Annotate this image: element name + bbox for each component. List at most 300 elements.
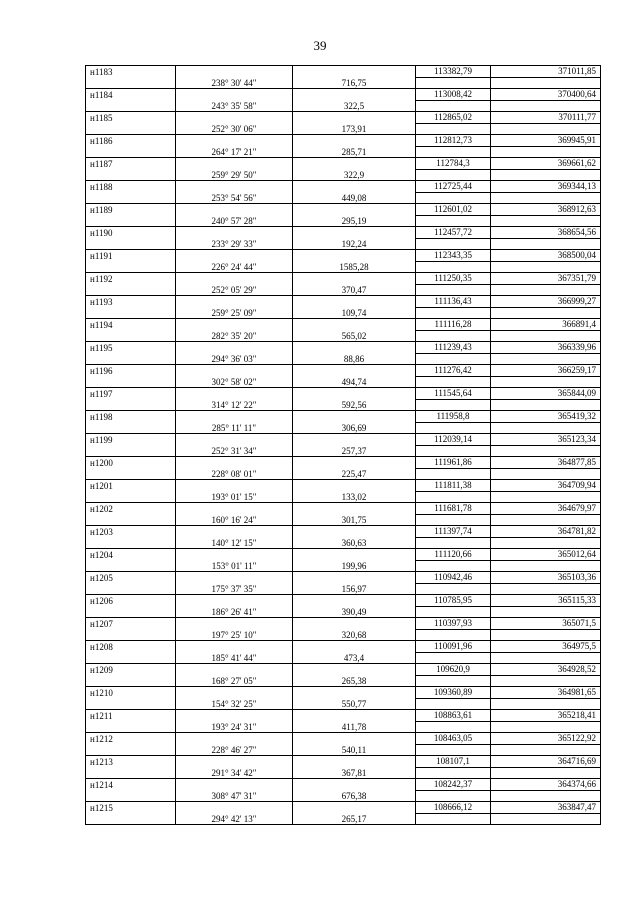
y-coordinate-cell: 364374,66 <box>491 779 601 791</box>
y-coordinate-cell: 365115,33 <box>491 595 601 607</box>
direction-angle-cell <box>176 641 293 653</box>
direction-angle-cell <box>176 733 293 745</box>
length-cell: 295,19 <box>293 215 416 227</box>
x-coordinate-cell: 111681,78 <box>416 503 491 515</box>
x-coordinate-cell <box>416 560 491 572</box>
point-name-cell <box>86 77 176 89</box>
length-cell <box>293 227 416 239</box>
x-coordinate-cell: 112812,73 <box>416 135 491 147</box>
table-row <box>86 790 601 802</box>
direction-angle-cell: 140° 12' 15" <box>176 537 293 549</box>
point-name-cell: н1206 <box>86 595 176 607</box>
y-coordinate-cell: 371011,85 <box>491 66 601 78</box>
length-cell <box>293 434 416 446</box>
point-name-cell: н1196 <box>86 365 176 377</box>
x-coordinate-cell <box>416 744 491 756</box>
point-name-cell <box>86 307 176 319</box>
table-row <box>86 802 601 814</box>
direction-angle-cell: 226° 24' 44" <box>176 261 293 273</box>
direction-angle-cell <box>176 595 293 607</box>
y-coordinate-cell <box>491 422 601 434</box>
point-name-cell <box>86 468 176 480</box>
length-cell: 322,5 <box>293 100 416 112</box>
length-cell: 320,68 <box>293 629 416 641</box>
x-coordinate-cell <box>416 146 491 158</box>
point-name-cell <box>86 422 176 434</box>
y-coordinate-cell: 364877,85 <box>491 457 601 469</box>
direction-angle-cell <box>176 802 293 814</box>
length-cell: 1585,28 <box>293 261 416 273</box>
y-coordinate-cell <box>491 468 601 480</box>
point-name-cell <box>86 376 176 388</box>
direction-angle-cell <box>176 296 293 308</box>
point-name-cell <box>86 284 176 296</box>
table-row <box>86 687 601 699</box>
point-name-cell: н1190 <box>86 227 176 239</box>
y-coordinate-cell: 365012,64 <box>491 549 601 561</box>
direction-angle-cell <box>176 687 293 699</box>
direction-angle-cell <box>176 342 293 354</box>
direction-angle-cell: 302° 58' 02" <box>176 376 293 388</box>
length-cell <box>293 480 416 492</box>
point-name-cell <box>86 514 176 526</box>
x-coordinate-cell: 111811,38 <box>416 480 491 492</box>
x-coordinate-cell: 112865,02 <box>416 112 491 124</box>
x-coordinate-cell <box>416 491 491 503</box>
direction-angle-cell <box>176 158 293 170</box>
point-name-cell: н1213 <box>86 756 176 768</box>
point-name-cell: н1205 <box>86 572 176 584</box>
table-row <box>86 606 601 618</box>
table-row <box>86 422 601 434</box>
point-name-cell <box>86 675 176 687</box>
y-coordinate-cell: 365103,36 <box>491 572 601 584</box>
y-coordinate-cell <box>491 560 601 572</box>
length-cell: 390,49 <box>293 606 416 618</box>
length-cell <box>293 273 416 285</box>
length-cell: 173,91 <box>293 123 416 135</box>
direction-angle-cell <box>176 572 293 584</box>
table-row <box>86 503 601 515</box>
table-row <box>86 296 601 308</box>
x-coordinate-cell: 111239,43 <box>416 342 491 354</box>
x-coordinate-cell: 111545,64 <box>416 388 491 400</box>
table-row <box>86 756 601 768</box>
y-coordinate-cell: 364981,65 <box>491 687 601 699</box>
direction-angle-cell <box>176 181 293 193</box>
direction-angle-cell <box>176 112 293 124</box>
table-row <box>86 779 601 791</box>
table-row <box>86 100 601 112</box>
table-row <box>86 733 601 745</box>
x-coordinate-cell: 113382,79 <box>416 66 491 78</box>
direction-angle-cell <box>176 135 293 147</box>
x-coordinate-cell <box>416 215 491 227</box>
length-cell <box>293 158 416 170</box>
y-coordinate-cell <box>491 169 601 181</box>
y-coordinate-cell <box>491 261 601 273</box>
x-coordinate-cell: 111120,66 <box>416 549 491 561</box>
length-cell: 367,81 <box>293 767 416 779</box>
direction-angle-cell: 264° 17' 21" <box>176 146 293 158</box>
direction-angle-cell: 193° 24' 31" <box>176 721 293 733</box>
x-coordinate-cell <box>416 468 491 480</box>
length-cell: 449,08 <box>293 192 416 204</box>
length-cell <box>293 779 416 791</box>
point-name-cell <box>86 100 176 112</box>
direction-angle-cell: 185° 41' 44" <box>176 652 293 664</box>
x-coordinate-cell: 110397,93 <box>416 618 491 630</box>
x-coordinate-cell: 109620,9 <box>416 664 491 676</box>
table-row <box>86 261 601 273</box>
length-cell <box>293 204 416 216</box>
y-coordinate-cell: 368654,56 <box>491 227 601 239</box>
y-coordinate-cell: 366999,27 <box>491 296 601 308</box>
direction-angle-cell: 168° 27' 05" <box>176 675 293 687</box>
direction-angle-cell: 252° 05' 29" <box>176 284 293 296</box>
table-row <box>86 399 601 411</box>
table-row <box>86 468 601 480</box>
table-row <box>86 77 601 89</box>
x-coordinate-cell <box>416 399 491 411</box>
direction-angle-cell <box>176 411 293 423</box>
x-coordinate-cell: 110785,95 <box>416 595 491 607</box>
y-coordinate-cell: 364716,69 <box>491 756 601 768</box>
table-row <box>86 641 601 653</box>
table-row <box>86 491 601 503</box>
direction-angle-cell: 308° 47' 31" <box>176 790 293 802</box>
length-cell <box>293 572 416 584</box>
point-name-cell: н1215 <box>86 802 176 814</box>
point-name-cell: н1214 <box>86 779 176 791</box>
x-coordinate-cell <box>416 238 491 250</box>
y-coordinate-cell <box>491 123 601 135</box>
point-name-cell <box>86 790 176 802</box>
x-coordinate-cell <box>416 721 491 733</box>
table-row <box>86 618 601 630</box>
y-coordinate-cell: 368500,04 <box>491 250 601 262</box>
table-row <box>86 572 601 584</box>
length-cell: 225,47 <box>293 468 416 480</box>
point-name-cell: н1193 <box>86 296 176 308</box>
length-cell <box>293 687 416 699</box>
x-coordinate-cell: 111397,74 <box>416 526 491 538</box>
x-coordinate-cell: 111958,8 <box>416 411 491 423</box>
direction-angle-cell: 186° 26' 41" <box>176 606 293 618</box>
point-name-cell: н1210 <box>86 687 176 699</box>
length-cell <box>293 526 416 538</box>
x-coordinate-cell: 108863,61 <box>416 710 491 722</box>
x-coordinate-cell <box>416 790 491 802</box>
table-row <box>86 744 601 756</box>
length-cell <box>293 411 416 423</box>
direction-angle-cell <box>176 250 293 262</box>
table-row <box>86 238 601 250</box>
y-coordinate-cell: 369945,91 <box>491 135 601 147</box>
y-coordinate-cell: 369661,62 <box>491 158 601 170</box>
table-row <box>86 445 601 457</box>
length-cell <box>293 664 416 676</box>
y-coordinate-cell <box>491 330 601 342</box>
length-cell: 473,4 <box>293 652 416 664</box>
direction-angle-cell: 282° 35' 20" <box>176 330 293 342</box>
direction-angle-cell: 259° 25' 09" <box>176 307 293 319</box>
table-row <box>86 66 601 78</box>
direction-angle-cell: 238° 30' 44" <box>176 77 293 89</box>
length-cell <box>293 342 416 354</box>
x-coordinate-cell <box>416 813 491 825</box>
point-name-cell: н1187 <box>86 158 176 170</box>
point-name-cell <box>86 192 176 204</box>
table-row <box>86 411 601 423</box>
point-name-cell <box>86 399 176 411</box>
point-name-cell: н1209 <box>86 664 176 676</box>
length-cell <box>293 89 416 101</box>
point-name-cell <box>86 445 176 457</box>
x-coordinate-cell: 112457,72 <box>416 227 491 239</box>
length-cell <box>293 181 416 193</box>
length-cell <box>293 319 416 331</box>
direction-angle-cell: 154° 32' 25" <box>176 698 293 710</box>
y-coordinate-cell <box>491 583 601 595</box>
point-name-cell <box>86 583 176 595</box>
length-cell: 199,96 <box>293 560 416 572</box>
length-cell: 265,17 <box>293 813 416 825</box>
length-cell: 285,71 <box>293 146 416 158</box>
y-coordinate-cell <box>491 744 601 756</box>
y-coordinate-cell: 370400,64 <box>491 89 601 101</box>
length-cell <box>293 733 416 745</box>
length-cell <box>293 112 416 124</box>
table-row <box>86 583 601 595</box>
table-row <box>86 767 601 779</box>
point-name-cell <box>86 606 176 618</box>
table-row <box>86 146 601 158</box>
table-row <box>86 330 601 342</box>
direction-angle-cell: 228° 08' 01" <box>176 468 293 480</box>
table-row <box>86 227 601 239</box>
table-row <box>86 181 601 193</box>
y-coordinate-cell: 364679,97 <box>491 503 601 515</box>
table-row <box>86 652 601 664</box>
direction-angle-cell: 228° 46' 27" <box>176 744 293 756</box>
length-cell: 370,47 <box>293 284 416 296</box>
point-name-cell: н1199 <box>86 434 176 446</box>
direction-angle-cell: 243° 35' 58" <box>176 100 293 112</box>
table-row <box>86 169 601 181</box>
length-cell <box>293 756 416 768</box>
x-coordinate-cell: 111116,28 <box>416 319 491 331</box>
y-coordinate-cell <box>491 307 601 319</box>
point-name-cell <box>86 261 176 273</box>
direction-angle-cell: 291° 34' 42" <box>176 767 293 779</box>
length-cell: 257,37 <box>293 445 416 457</box>
direction-angle-cell: 197° 25' 10" <box>176 629 293 641</box>
y-coordinate-cell <box>491 284 601 296</box>
length-cell: 306,69 <box>293 422 416 434</box>
point-name-cell: н1188 <box>86 181 176 193</box>
x-coordinate-cell: 111250,35 <box>416 273 491 285</box>
x-coordinate-cell: 108107,1 <box>416 756 491 768</box>
y-coordinate-cell <box>491 77 601 89</box>
y-coordinate-cell <box>491 215 601 227</box>
point-name-cell: н1194 <box>86 319 176 331</box>
direction-angle-cell <box>176 66 293 78</box>
y-coordinate-cell <box>491 813 601 825</box>
direction-angle-cell <box>176 549 293 561</box>
x-coordinate-cell <box>416 307 491 319</box>
direction-angle-cell: 253° 54' 56" <box>176 192 293 204</box>
point-name-cell <box>86 146 176 158</box>
direction-angle-cell <box>176 480 293 492</box>
table-row <box>86 89 601 101</box>
y-coordinate-cell: 363847,47 <box>491 802 601 814</box>
length-cell <box>293 250 416 262</box>
y-coordinate-cell <box>491 721 601 733</box>
y-coordinate-cell: 367351,79 <box>491 273 601 285</box>
page-number: 39 <box>313 38 327 53</box>
direction-angle-cell <box>176 434 293 446</box>
table-row <box>86 365 601 377</box>
point-name-cell <box>86 353 176 365</box>
direction-angle-cell: 160° 16' 24" <box>176 514 293 526</box>
table-row <box>86 158 601 170</box>
table-row <box>86 664 601 676</box>
table-row <box>86 813 601 825</box>
direction-angle-cell: 252° 31' 34" <box>176 445 293 457</box>
length-cell: 592,56 <box>293 399 416 411</box>
point-name-cell <box>86 652 176 664</box>
table-row <box>86 595 601 607</box>
table-row <box>86 388 601 400</box>
table-row <box>86 376 601 388</box>
direction-angle-cell: 259° 29' 50" <box>176 169 293 181</box>
y-coordinate-cell: 365122,92 <box>491 733 601 745</box>
y-coordinate-cell: 368912,63 <box>491 204 601 216</box>
direction-angle-cell <box>176 319 293 331</box>
length-cell <box>293 388 416 400</box>
length-cell <box>293 135 416 147</box>
length-cell <box>293 365 416 377</box>
length-cell: 565,02 <box>293 330 416 342</box>
x-coordinate-cell: 112039,14 <box>416 434 491 446</box>
x-coordinate-cell: 111961,86 <box>416 457 491 469</box>
direction-angle-cell: 285° 11' 11" <box>176 422 293 434</box>
point-name-cell: н1207 <box>86 618 176 630</box>
table-row <box>86 284 601 296</box>
point-name-cell <box>86 721 176 733</box>
length-cell: 156,97 <box>293 583 416 595</box>
length-cell <box>293 802 416 814</box>
y-coordinate-cell <box>491 376 601 388</box>
x-coordinate-cell: 109360,89 <box>416 687 491 699</box>
direction-angle-cell <box>176 526 293 538</box>
x-coordinate-cell: 110091,96 <box>416 641 491 653</box>
length-cell: 411,78 <box>293 721 416 733</box>
point-name-cell: н1203 <box>86 526 176 538</box>
y-coordinate-cell <box>491 100 601 112</box>
x-coordinate-cell <box>416 606 491 618</box>
length-cell <box>293 503 416 515</box>
x-coordinate-cell <box>416 537 491 549</box>
y-coordinate-cell: 364781,82 <box>491 526 601 538</box>
x-coordinate-cell <box>416 652 491 664</box>
x-coordinate-cell: 108242,37 <box>416 779 491 791</box>
point-name-cell: н1183 <box>86 66 176 78</box>
length-cell: 133,02 <box>293 491 416 503</box>
y-coordinate-cell <box>491 353 601 365</box>
y-coordinate-cell <box>491 606 601 618</box>
table-row <box>86 698 601 710</box>
y-coordinate-cell: 364975,5 <box>491 641 601 653</box>
x-coordinate-cell: 110942,46 <box>416 572 491 584</box>
x-coordinate-cell: 113008,42 <box>416 89 491 101</box>
point-name-cell: н1192 <box>86 273 176 285</box>
direction-angle-cell <box>176 710 293 722</box>
point-name-cell <box>86 123 176 135</box>
table-row <box>86 135 601 147</box>
point-name-cell: н1211 <box>86 710 176 722</box>
y-coordinate-cell <box>491 767 601 779</box>
direction-angle-cell <box>176 227 293 239</box>
length-cell: 360,63 <box>293 537 416 549</box>
length-cell: 494,74 <box>293 376 416 388</box>
x-coordinate-cell: 112725,44 <box>416 181 491 193</box>
x-coordinate-cell <box>416 767 491 779</box>
table-row <box>86 629 601 641</box>
table-row <box>86 319 601 331</box>
length-cell: 540,11 <box>293 744 416 756</box>
point-name-cell: н1200 <box>86 457 176 469</box>
direction-angle-cell <box>176 273 293 285</box>
length-cell <box>293 710 416 722</box>
y-coordinate-cell <box>491 399 601 411</box>
length-cell <box>293 595 416 607</box>
y-coordinate-cell: 366339,96 <box>491 342 601 354</box>
y-coordinate-cell <box>491 146 601 158</box>
point-name-cell: н1197 <box>86 388 176 400</box>
x-coordinate-cell: 111276,42 <box>416 365 491 377</box>
length-cell <box>293 66 416 78</box>
x-coordinate-cell <box>416 583 491 595</box>
direction-angle-cell: 314° 12' 22" <box>176 399 293 411</box>
direction-angle-cell <box>176 618 293 630</box>
point-name-cell: н1202 <box>86 503 176 515</box>
y-coordinate-cell: 369344,13 <box>491 181 601 193</box>
point-name-cell: н1191 <box>86 250 176 262</box>
x-coordinate-cell <box>416 330 491 342</box>
length-cell: 550,77 <box>293 698 416 710</box>
direction-angle-cell <box>176 388 293 400</box>
y-coordinate-cell: 365419,32 <box>491 411 601 423</box>
x-coordinate-cell <box>416 422 491 434</box>
x-coordinate-cell: 108463,05 <box>416 733 491 745</box>
length-cell: 192,24 <box>293 238 416 250</box>
point-name-cell <box>86 169 176 181</box>
x-coordinate-cell <box>416 123 491 135</box>
direction-angle-cell: 193° 01' 15" <box>176 491 293 503</box>
point-name-cell: н1198 <box>86 411 176 423</box>
direction-angle-cell <box>176 756 293 768</box>
direction-angle-cell: 175° 37' 35" <box>176 583 293 595</box>
x-coordinate-cell <box>416 445 491 457</box>
y-coordinate-cell: 366891,4 <box>491 319 601 331</box>
direction-angle-cell: 233° 29' 33" <box>176 238 293 250</box>
y-coordinate-cell: 364928,52 <box>491 664 601 676</box>
point-name-cell <box>86 330 176 342</box>
x-coordinate-cell <box>416 169 491 181</box>
table-row <box>86 273 601 285</box>
